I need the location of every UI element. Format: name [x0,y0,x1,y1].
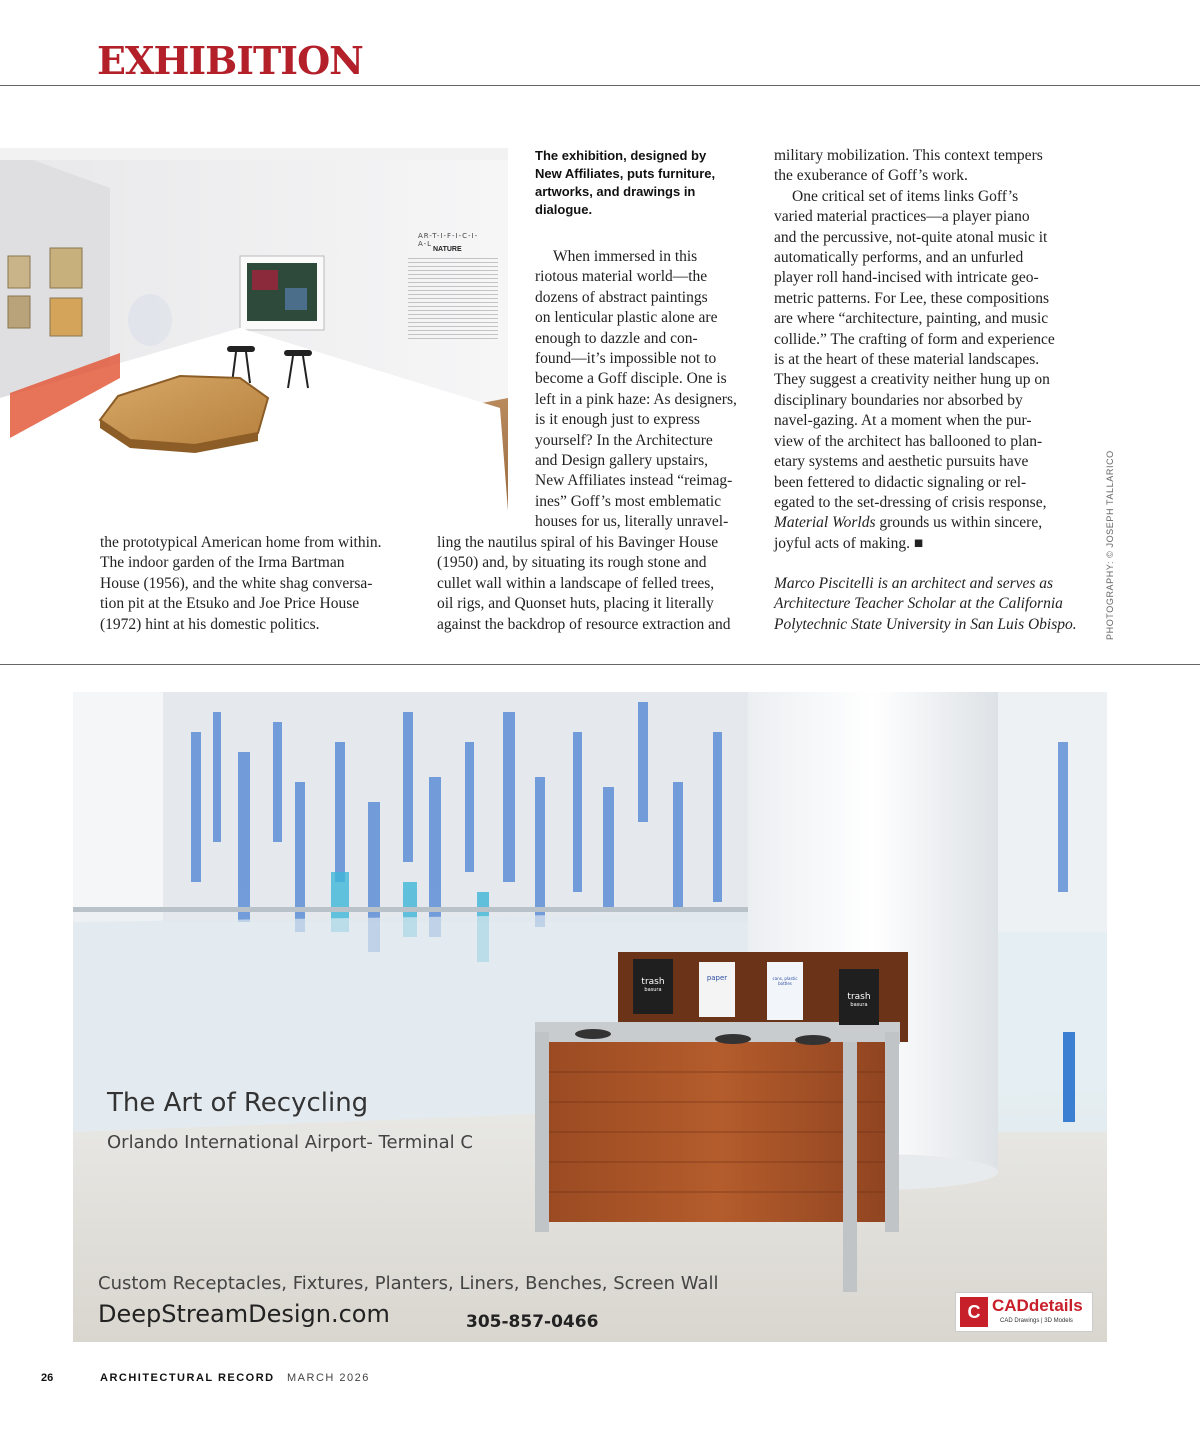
advertisement[interactable] [73,692,1107,1342]
end-mark-icon: ■ [913,534,924,552]
cad-logo-tagline: CAD Drawings | 3D Models [1000,1318,1073,1324]
column-3 [774,146,1089,554]
sign-label: trash [641,977,665,987]
magazine-name: ARCHITECTURAL RECORD [100,1372,275,1384]
col3-line: collide.” The crafting of form and experience [774,330,1055,348]
col3-final: joyful acts of making. [774,534,911,552]
book-title: Material Worlds [774,514,876,532]
bio-line: Architecture Teacher Scholar at the California [774,595,1063,613]
col3-line: metric patterns. For Lee, these compositions [774,289,1050,307]
sign-sub: basura [644,987,662,993]
col2-line: dozens of abstract paintings [535,288,708,306]
exhibit-wall-text [408,258,498,340]
col3-line: the exuberance of Goff’s work. [774,167,968,185]
bio-line: Marco Piscitelli is an architect and serves as [774,575,1054,592]
col3-line: and the percussive, not-quite atonal music it [774,228,1048,246]
col3-line [774,534,1089,554]
column-1 [100,533,410,635]
col3-line: is at the heart of these material landscapes. [774,351,1040,369]
sign-sub: basura [850,1002,868,1008]
col3-line: One critical set of items links Goff’s [792,187,1019,205]
col3-line: egated to the set-dressing of crisis response, [774,493,1047,511]
col2-line: ling the nautilus spiral of his Bavinger House [437,534,719,551]
col3-line: automatically performs, and an unfurled [774,249,1024,267]
col2-line: is it enough just to express [535,411,700,429]
col3-line-rest: grounds us within sincere, [875,514,1043,532]
col1-line: the prototypical American home from within. [100,534,382,551]
col2-line: cullet wall within a landscape of felled trees, [437,574,715,592]
author-bio [774,574,1094,635]
col2-line: found—it’s impossible not to [535,350,717,368]
ad-products: Custom Receptacles, Fixtures, Planters, Liners, Benches, Screen Wall [98,1273,719,1294]
col2-line: riotous material world—the [535,268,708,286]
sign-paper: paper [706,974,728,982]
column-2-bottom [437,533,752,635]
sign-label: trash [847,992,871,1002]
col2-line: left in a pink haze: As designers, [535,390,737,408]
col3-line: disciplinary boundaries nor absorbed by [774,391,1023,409]
ad-website[interactable]: DeepStreamDesign.com [98,1300,390,1328]
photo-caption: The exhibition, designed by New Affiliates, puts furniture, artworks, and drawings in dialogue. [535,148,716,217]
exhibit-wall-title-art: AR-T-I-F-I-C-I-A-L [418,232,479,248]
col3-line: etary systems and aesthetic pursuits have [774,453,1029,471]
sign-trash-1 [633,977,673,993]
col2-line: enough to dazzle and con- [535,329,698,347]
cad-logo-icon: C [960,1297,988,1327]
sign-cans: cans, plastic bottles [772,976,798,986]
cad-logo-wordmark [992,1296,1083,1316]
col3-line: varied material practices—a player piano [774,208,1030,226]
col1-line: House (1956), and the white shag conversa- [100,574,373,592]
col3-line: been fettered to didactic signaling or rel- [774,473,1027,491]
section-title: EXHIBITION [97,38,363,83]
ad-headline: The Art of Recycling [107,1088,369,1118]
col2-line: (1950) and, by situating its rough stone and [437,554,707,572]
issue-date: MARCH 2026 [287,1372,370,1384]
col2-line: become a Goff disciple. One is [535,370,727,388]
exhibition-photo [0,148,508,511]
header-rule [0,85,1200,86]
col1-line: tion pit at the Etsuko and Joe Price House [100,595,360,613]
col2-line: yourself? In the Architecture [535,431,713,449]
col2-line: New Affiliates instead “reimag- [535,472,733,490]
col2-line: and Design gallery upstairs, [535,452,709,470]
col2-line: against the backdrop of resource extraction and [437,615,731,633]
col3-line: They suggest a creativity neither hung up on [774,371,1050,389]
exhibit-wall-title: NATURE [433,246,462,253]
col3-line: are where “architecture, painting, and music [774,310,1049,328]
cad-details-logo[interactable] [955,1292,1093,1332]
col1-line: (1972) hint at his domestic politics. [100,615,320,633]
ad-photo [73,692,1107,1342]
col2-line: oil rigs, and Quonset huts, placing it literally [437,595,714,613]
col2-line: ines” Goff’s most emblematic [535,492,722,510]
ad-rule [0,664,1200,665]
page-number: 26 [41,1372,54,1384]
col1-line: The indoor garden of the Irma Bartman [100,554,345,572]
bio-line: Polytechnic State University in San Luis Obispo. [774,615,1077,633]
col2-line: houses for us, literally unravel- [535,513,729,531]
col3-line: navel-gazing. At a moment when the pur- [774,412,1032,430]
column-2-top [535,247,750,533]
col3-line: military mobilization. This context tempers [774,147,1043,164]
photo-credit: PHOTOGRAPHY: © JOSEPH TALLARICO [1105,450,1115,640]
ad-phone[interactable]: 305-857-0466 [466,1312,599,1332]
ad-subhead: Orlando International Airport- Terminal C [107,1132,473,1153]
cad-logo-details: details [1028,1296,1083,1315]
cad-logo-cad: CAD [992,1296,1029,1315]
sign-trash-2 [839,992,879,1008]
col2-line: When immersed in this [553,248,698,265]
col2-line: on lenticular plastic alone are [535,309,718,327]
col3-line: player roll hand-incised with intricate geo- [774,269,1039,287]
col3-line [774,513,1089,533]
col3-line: view of the architect has ballooned to plan- [774,432,1043,450]
